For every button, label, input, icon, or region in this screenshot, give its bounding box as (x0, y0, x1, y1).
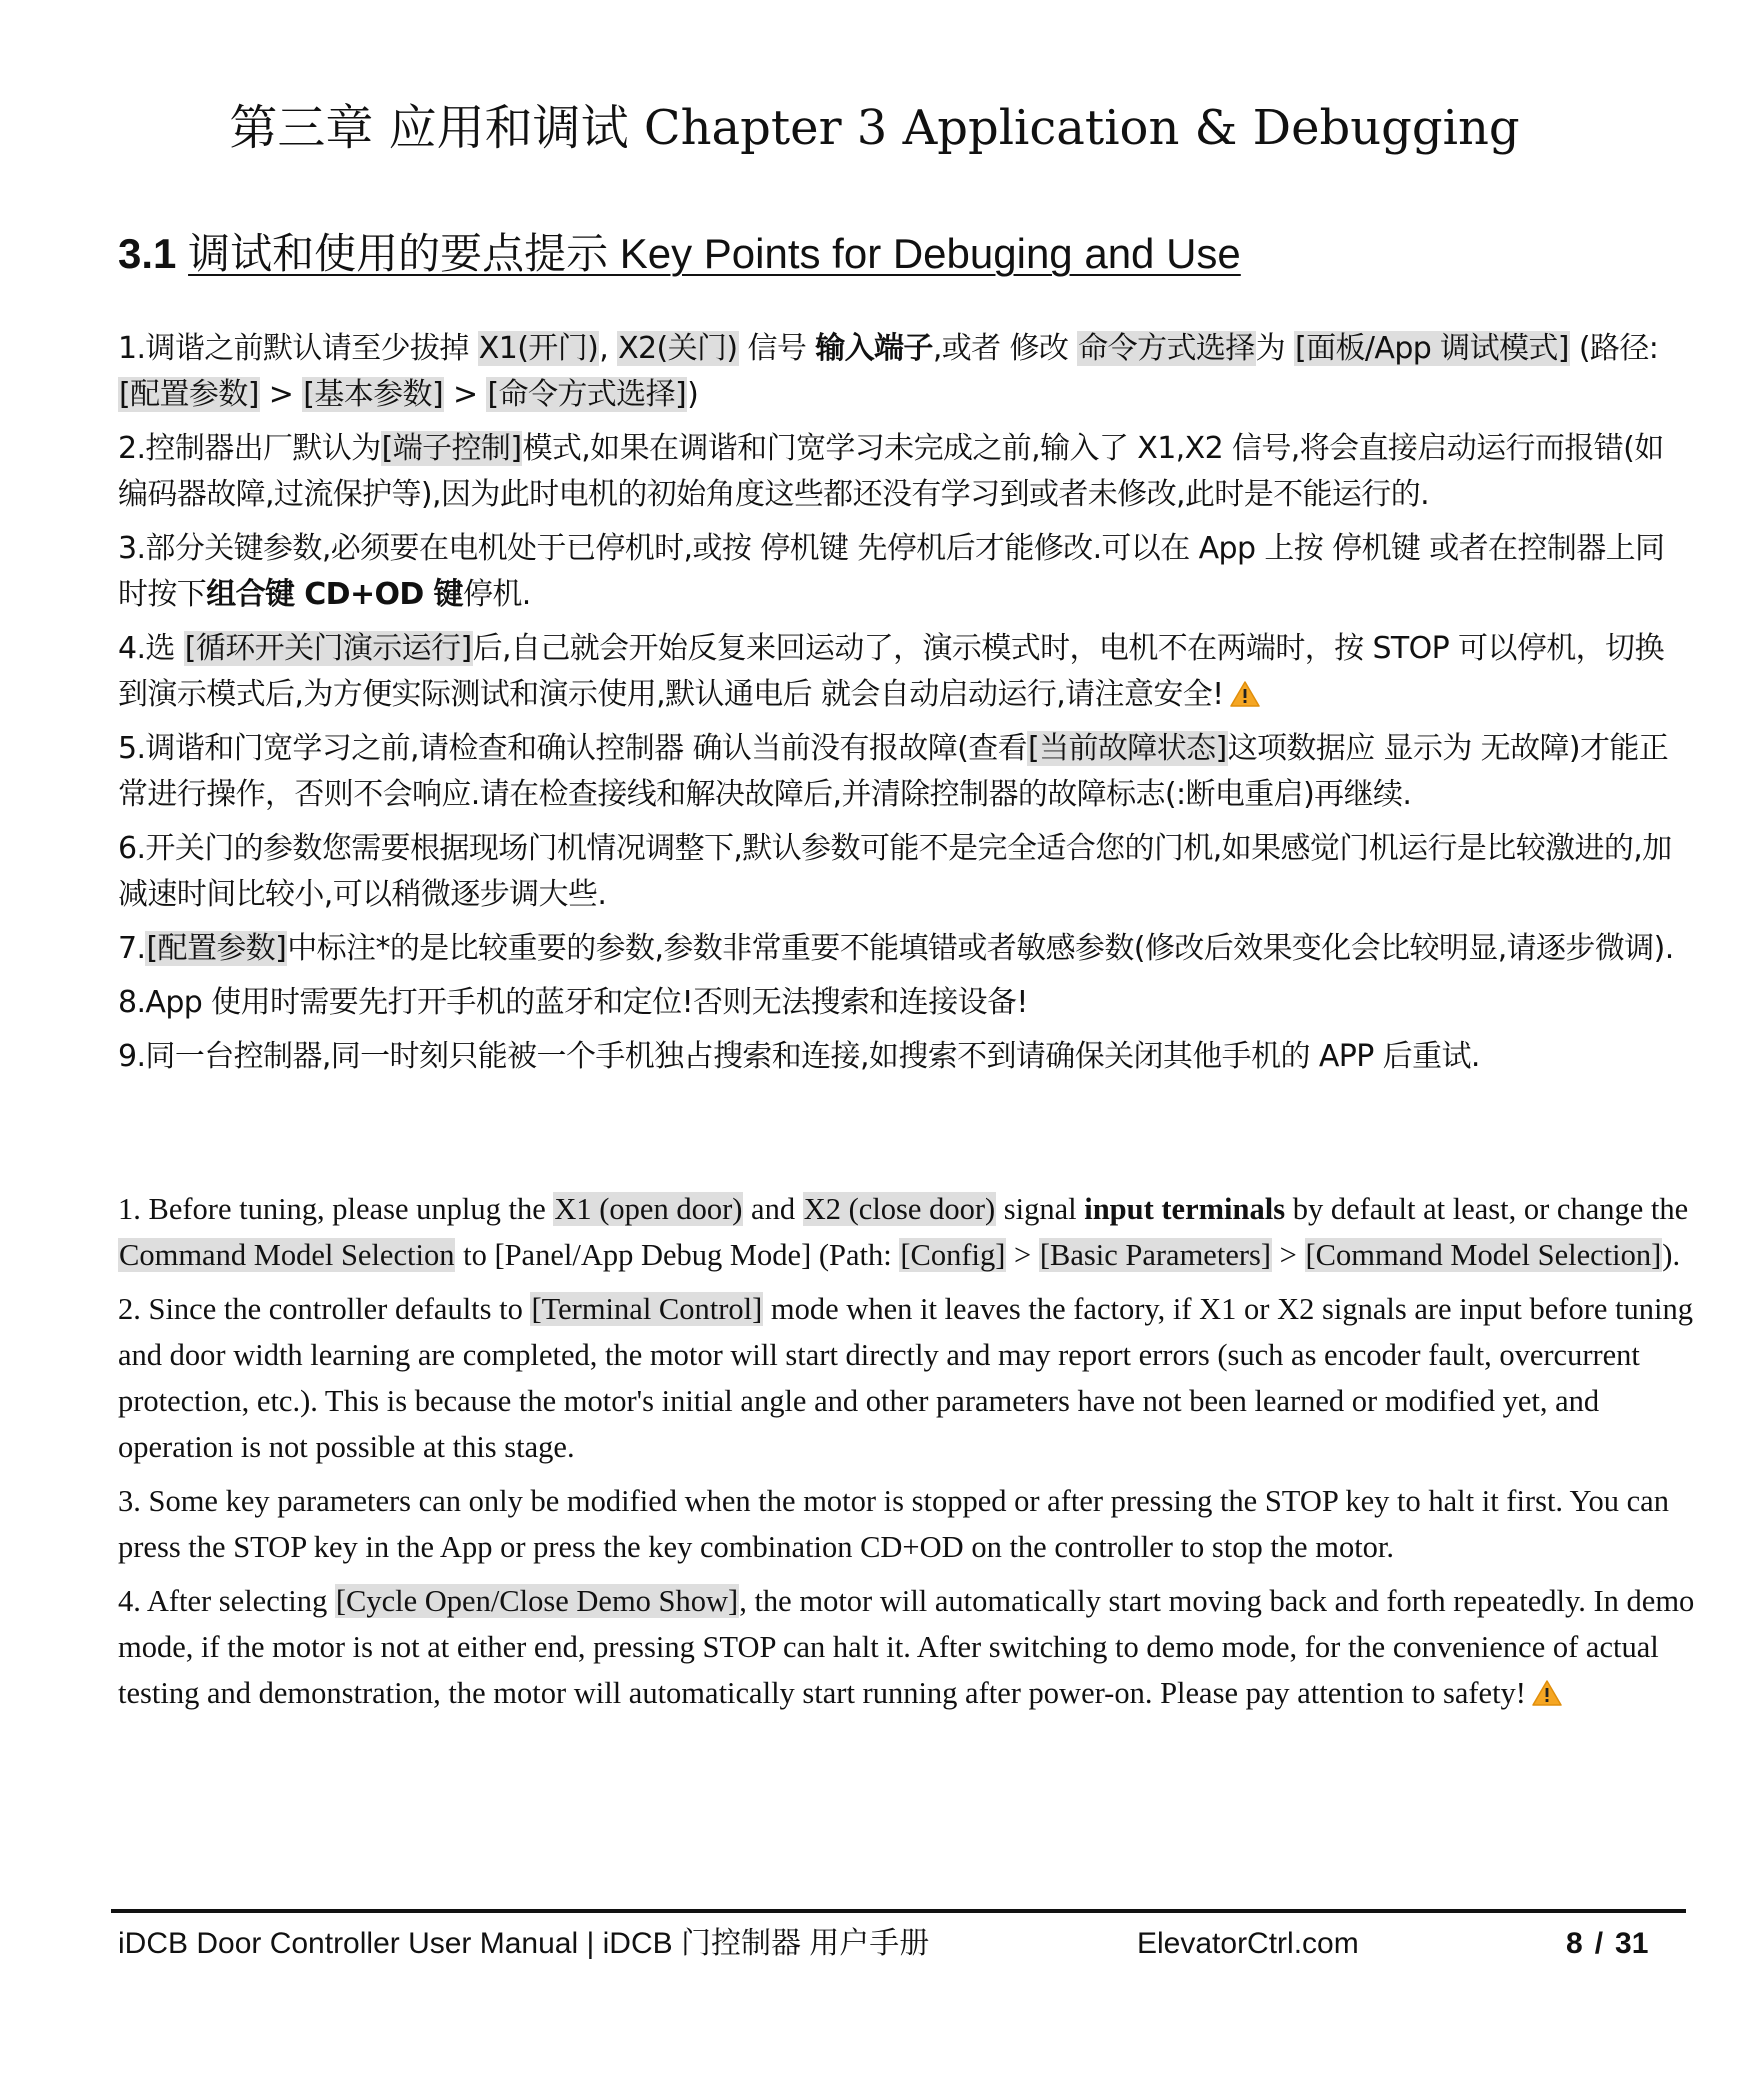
highlight-config-params: [配置参数] (146, 931, 287, 966)
cn-note-5: 5.调谐和门宽学习之前,请检查和确认控制器 确认当前没有报故障(查看[当前故障状态]这项数据应 显示为 无故障)才能正常进行操作，否则不会响应.请在检查接线和解决故障后,并清除控制器的故障标志(:断电重启)再继续. (118, 731, 1669, 812)
cn-note-1: 1.调谐之前默认请至少拔掉 X1(开门), X2(关门) 信号 输入端子,或者 修改 命令方式选择为 [面板/App 调试模式] (路径: [配置参数] > [基本参数] > [命令方式选择]) (118, 331, 1659, 412)
footer-website: ElevatorCtrl.com (1137, 1927, 1359, 1960)
highlight-config-en: [Config] (900, 1238, 1006, 1272)
section-heading (118, 226, 1241, 282)
cn-note-8: 8.App 使用时需要先打开手机的蓝牙和定位!否则无法搜索和连接设备! (118, 985, 1028, 1020)
highlight-basic-params-en: [Basic Parameters] (1039, 1238, 1272, 1272)
highlight-x1-en: X1 (open door) (554, 1192, 743, 1226)
highlight-demo-run: [循环开关门演示运行] (184, 631, 472, 666)
cn-note-6: 6.开关门的参数您需要根据现场门机情况调整下,默认参数可能不是完全适合您的门机,如果感觉门机运行是比较激进的,加减速时间比较小,可以稍微逐步调大些. (118, 831, 1672, 912)
cn-note-2: 2.控制器出厂默认为[端子控制]模式,如果在调谐和门宽学习未完成之前,输入了 X1,X2 信号,将会直接启动运行而报错(如 编码器故障,过流保护等),因为此时电机的初始角度这些都还没有学习到或者未修改,此时是不能运行的. (118, 431, 1664, 512)
page-separator: / (1594, 1927, 1604, 1960)
highlight-x2-en: X2 (close door) (803, 1192, 996, 1226)
bold-input-terminals-en: input terminals (1084, 1192, 1286, 1226)
en-note-2: 2. Since the controller defaults to [Terminal Control] mode when it leaves the factory, if X1 or X2 signals are input before tuning and door width learning are completed, the motor will start directly and may report errors (such as encoder fault, overcurrent protection, etc.). This is because the motor's initial angle and other parameters have not been learned or modified yet, and operation is not possible at this stage. (118, 1292, 1693, 1464)
bold-input-terminal: 输入端子 (815, 331, 933, 366)
chapter-title: 第三章 应用和调试 Chapter 3 Application & Debugging (229, 100, 1520, 156)
page-number (1566, 1922, 1648, 1966)
highlight-fault-status: [当前故障状态] (1028, 731, 1227, 766)
total-pages: 31 (1615, 1927, 1649, 1960)
highlight-terminal-control: [端子控制] (381, 431, 522, 466)
highlight-x2: X2(关门) (618, 331, 738, 366)
chinese-notes-list (118, 326, 1688, 1088)
bold-key-combo: 组合键 CD+OD 键 (206, 577, 463, 612)
footer-divider (111, 1909, 1686, 1913)
highlight-command-model-en: Command Model Selection (119, 1238, 455, 1272)
current-page: 8 (1566, 1927, 1583, 1960)
highlight-command-mode-path: [命令方式选择] (487, 377, 687, 412)
cn-note-4: 4.选 [循环开关门演示运行]后,自己就会开始反复来回运动了，演示模式时，电机不在两端时，按 STOP 可以停机，切换到演示模式后,为方便实际测试和演示使用,默认通电后 就会自动启动运行,请注意安全! (118, 631, 1664, 712)
en-note-3: 3. Some key parameters can only be modified when the motor is stopped or after pressing the STOP key to halt it first. You can press the STOP key in the App or press the key combination CD+OD on the controller to stop the motor. (118, 1484, 1669, 1564)
cn-note-7: 7.[配置参数]中标注*的是比较重要的参数,参数非常重要不能填错或者敏感参数(修改后效果变化会比较明显,请逐步微调). (118, 931, 1674, 966)
highlight-command-model-path-en: [Command Model Selection] (1305, 1238, 1662, 1272)
english-notes-list (118, 1186, 1698, 1724)
en-note-4: 4. After selecting [Cycle Open/Close Demo Show], the motor will automatically start moving back and forth repeatedly. In demo mode, if the motor is not at either end, pressing STOP can halt it. After switching to demo mode, for the convenience of actual testing and demonstration, the motor will automatically start running after power-on. Please pay attention to safety! (118, 1584, 1695, 1710)
footer-manual-title: iDCB Door Controller User Manual | iDCB 门控制器 用户手册 (118, 1927, 930, 1960)
highlight-x1: X1(开门) (478, 331, 599, 366)
section-title-text: 调试和使用的要点提示 Key Points for Debuging and Use (188, 230, 1241, 277)
cn-note-9: 9.同一台控制器,同一时刻只能被一个手机独占搜索和连接,如搜索不到请确保关闭其他手机的 APP 后重试. (118, 1039, 1480, 1074)
highlight-config: [配置参数] (119, 377, 259, 412)
highlight-panel-app-mode: [面板/App 调试模式] (1295, 331, 1569, 366)
warning-icon (1230, 680, 1260, 708)
section-number: 3.1 (118, 230, 177, 277)
en-note-1: 1. Before tuning, please unplug the X1 (open door) and X2 (close door) signal input terminals by default at least, or change the Command Model Selection to [Panel/App Debug Mode] (Path: [Config] > [Basic Parameters] > [Command Model Selection]). (118, 1192, 1689, 1272)
warning-icon (1532, 1679, 1562, 1707)
highlight-basic-params: [基本参数] (303, 377, 444, 412)
highlight-demo-show-en: [Cycle Open/Close Demo Show] (335, 1584, 739, 1618)
cn-note-3: 3.部分关键参数,必须要在电机处于已停机时,或按 停机键 先停机后才能修改.可以在 App 上按 停机键 或者在控制器上同时按下组合键 CD+OD 键停机. (118, 531, 1665, 612)
highlight-terminal-control-en: [Terminal Control] (531, 1292, 763, 1326)
highlight-command-mode: 命令方式选择 (1078, 331, 1255, 366)
